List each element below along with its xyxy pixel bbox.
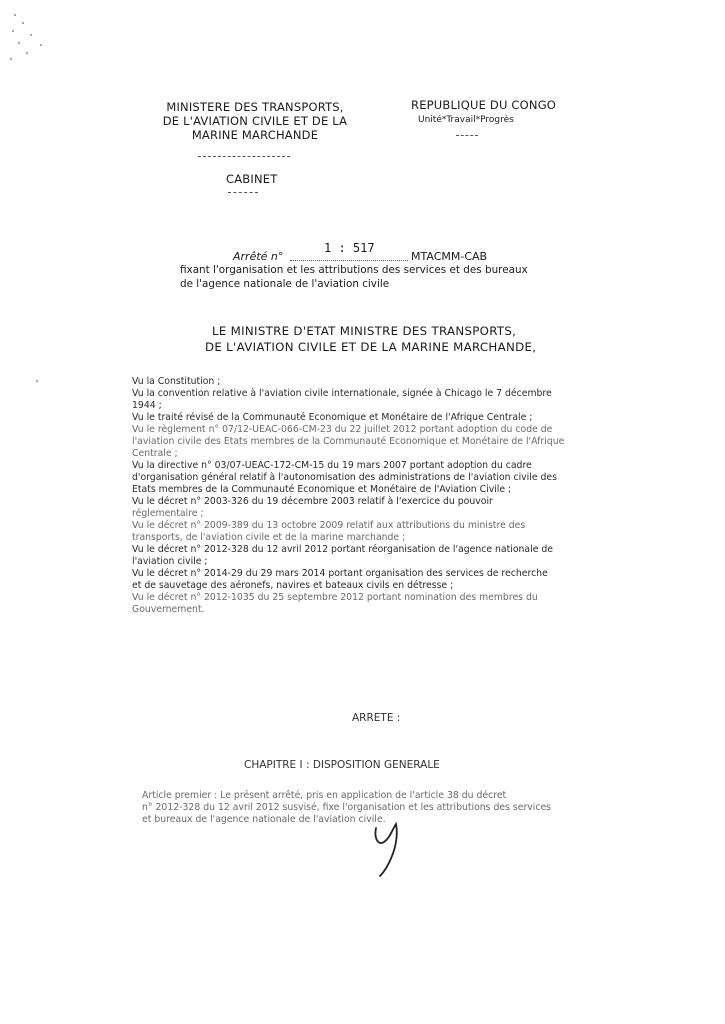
country-motto: Unité*Travail*Progrès [418,115,514,125]
scan-specks [0,0,70,70]
visa-line: réglementaire ; [132,508,204,519]
visa-line: 1944 ; [132,400,162,411]
chapter-heading: CHAPITRE I : DISPOSITION GENERALE [244,759,440,771]
cabinet-separator [228,192,258,193]
visa-line: et de sauvetage des aéronefs, navires et bateaux civils en détresse ; [132,580,454,591]
ministry-line-1: MINISTERE DES TRANSPORTS, [166,100,344,114]
ministry-line-2: DE L'AVIATION CIVILE ET DE LA [162,114,348,128]
visa-line: Vu la Constitution ; [132,376,221,387]
visa-line: d'organisation général relatif à l'autonomisation des administrations de l'aviation civile des [132,472,557,483]
article-line: et bureaux de l'agence nationale de l'aviation civile. [142,814,386,825]
visa-line: Vu le décret n° 2003-326 du 19 décembre 2003 relatif à l'exercice du pouvoir [132,496,493,507]
visa-line: Vu le traité révisé de la Communauté Economique et Monétaire de l'Afrique Centrale ; [132,412,533,423]
arrete-purpose-2: de l'agence nationale de l'aviation civile [180,278,390,290]
visa-line: transports, de l'aviation civile et de la marine marchande ; [132,532,406,543]
ministry-line-3: MARINE MARCHANDE [191,128,319,142]
visa-line: l'aviation civile ; [132,556,208,567]
arrete-heading: ARRETE : [352,712,401,724]
minister-heading-2: DE L'AVIATION CIVILE ET DE LA MARINE MARCHANDE, [205,340,537,354]
arrete-purpose-1: fixant l'organisation et les attributions des services et des bureaux [180,264,528,276]
visa-line: Etats membres de la Communauté Economique et Monétaire de l'Aviation Civile ; [132,484,512,495]
ministry-header [135,100,375,142]
visa-line: Vu le décret n° 2012-1035 du 25 septembre 2012 portant nomination des membres du [132,592,538,603]
visa-line: Vu la convention relative à l'aviation civile internationale, signée à Chicago le 7 décembre [132,388,552,399]
visas-block [132,376,607,616]
arrete-number-line [290,260,408,261]
arrete-prefix: Arrêté n° [233,250,284,263]
minister-heading-1: LE MINISTRE D'ETAT MINISTRE DES TRANSPORTS, [212,324,517,338]
country-name: REPUBLIQUE DU CONGO [411,98,557,112]
arrete-number: 1 : 517 [324,241,375,255]
arrete-suffix: MTACMM-CAB [411,250,488,263]
visa-line: Vu le décret n° 2014-29 du 29 mars 2014 portant organisation des services de recherche [132,568,548,579]
visa-line: Vu le règlement n° 07/12-UEAC-066-CM-23 du 22 juillet 2012 portant adoption du code de [132,424,553,435]
visa-line: Vu la directive n° 03/07-UEAC-172-CM-15 du 19 mars 2007 portant adoption du cadre [132,460,532,471]
cabinet-label: CABINET [226,172,278,186]
handwritten-initial [368,820,408,880]
header-separator-right [456,135,478,136]
article-line: n° 2012-328 du 12 avril 2012 susvisé, fixe l'organisation et les attributions des services [142,802,552,813]
visa-line: Centrale ; [132,448,178,459]
visa-line: Vu le décret n° 2012-328 du 12 avril 2012 portant réorganisation de l'agence nationale de [132,544,554,555]
header-separator-left [198,156,290,157]
scan-speck [36,380,38,382]
visa-line: Gouvernement. [132,604,205,615]
article-line: Article premier : Le présent arrêté, pris en application de l'article 38 du décret [142,790,507,801]
visa-line: Vu le décret n° 2009-389 du 13 octobre 2009 relatif aux attributions du ministre des [132,520,526,531]
visa-line: l'aviation civile des Etats membres de la Communauté Economique et Monétaire de l'Afrique [132,436,565,447]
